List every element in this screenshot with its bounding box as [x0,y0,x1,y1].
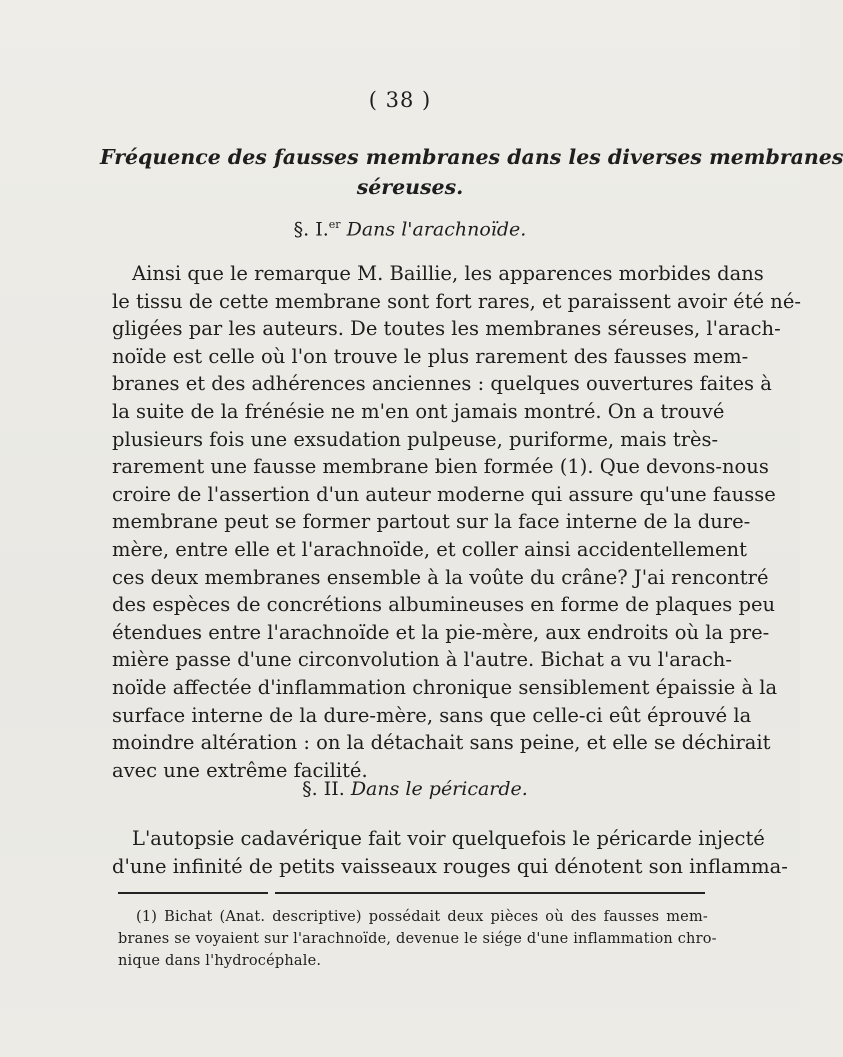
text-line: croire de l'assertion d'un auteur moderne qui assure qu'une fausse [112,482,776,506]
text-line: mère, entre elle et l'arachnoïde, et coller ainsi accidentellement [112,537,747,561]
text-line: étendues entre l'arachnoïde et la pie-mère, aux endroits où la pre- [112,620,770,644]
section-number-superscript: er [328,218,341,231]
chapter-heading-line-2: séreuses. [356,175,464,199]
footnote [118,906,717,972]
section-number: §. II. [302,778,345,800]
footnote-line: nique dans l'hydrocéphale. [118,953,322,969]
page-number: ( 38 ) [368,88,432,112]
footnote-rule-long [275,892,705,894]
text-line: noïde est celle où l'on trouve le plus rarement des fausses mem- [112,344,749,368]
section-heading-arachnoide [0,218,800,240]
paragraph-pericarde [112,825,788,880]
text-line: surface interne de la dure-mère, sans que celle-ci eût éprouvé la [112,703,752,727]
footnote-line: branes se voyaient sur l'arachnoïde, devenue le siége d'une inflammation chro- [118,931,717,947]
text-line: rarement une fausse membrane bien formée (1). Que devons-nous [112,455,769,479]
text-line: mière passe d'une circonvolution à l'autre. Bichat a vu l'arach- [112,648,732,672]
section-title: Dans le péricarde. [350,778,528,800]
text-line: avec une extrême facilité. [112,758,368,782]
text-line: noïde affectée d'inflammation chronique sensiblement épaissie à la [112,675,778,699]
text-line: des espèces de concrétions albumineuses en forme de plaques peu [112,593,776,617]
footnote-rule-short [118,892,268,894]
text-line: moindre altération : on la détachait sans peine, et elle se déchirait [112,731,771,755]
chapter-heading [100,142,843,202]
text-line: la suite de la frénésie ne m'en ont jamais montré. On a trouvé [112,399,725,423]
text-line: le tissu de cette membrane sont fort rares, et paraissent avoir été né- [112,289,801,313]
chapter-heading-line-1: Fréquence des fausses membranes dans les diverses membranes [100,145,843,169]
text-line: d'une infinité de petits vaisseaux rouges qui dénotent son inflamma- [112,854,788,878]
section-title: Dans l'arachnoïde. [346,218,527,241]
section-number: §. I. [293,218,329,241]
text-line: gligées par les auteurs. De toutes les membranes séreuses, l'arach- [112,317,781,341]
text-line: membrane peut se former partout sur la face interne de la dure- [112,510,751,534]
footnote-line: (1) Bichat (Anat. descriptive) possédait deux pièces où des fausses mem- [136,909,708,925]
text-line: branes et des adhérences anciennes : quelques ouvertures faites à [112,372,772,396]
text-line: L'autopsie cadavérique fait voir quelquefois le péricarde injecté [132,827,765,850]
text-line: Ainsi que le remarque M. Baillie, les apparences morbides dans [132,262,764,285]
text-line: ces deux membranes ensemble à la voûte du crâne? J'ai rencontré [112,565,769,589]
paragraph-arachnoide [112,260,801,784]
text-line: plusieurs fois une exsudation pulpeuse, puriforme, mais très- [112,427,719,451]
section-heading-pericarde [0,778,800,800]
